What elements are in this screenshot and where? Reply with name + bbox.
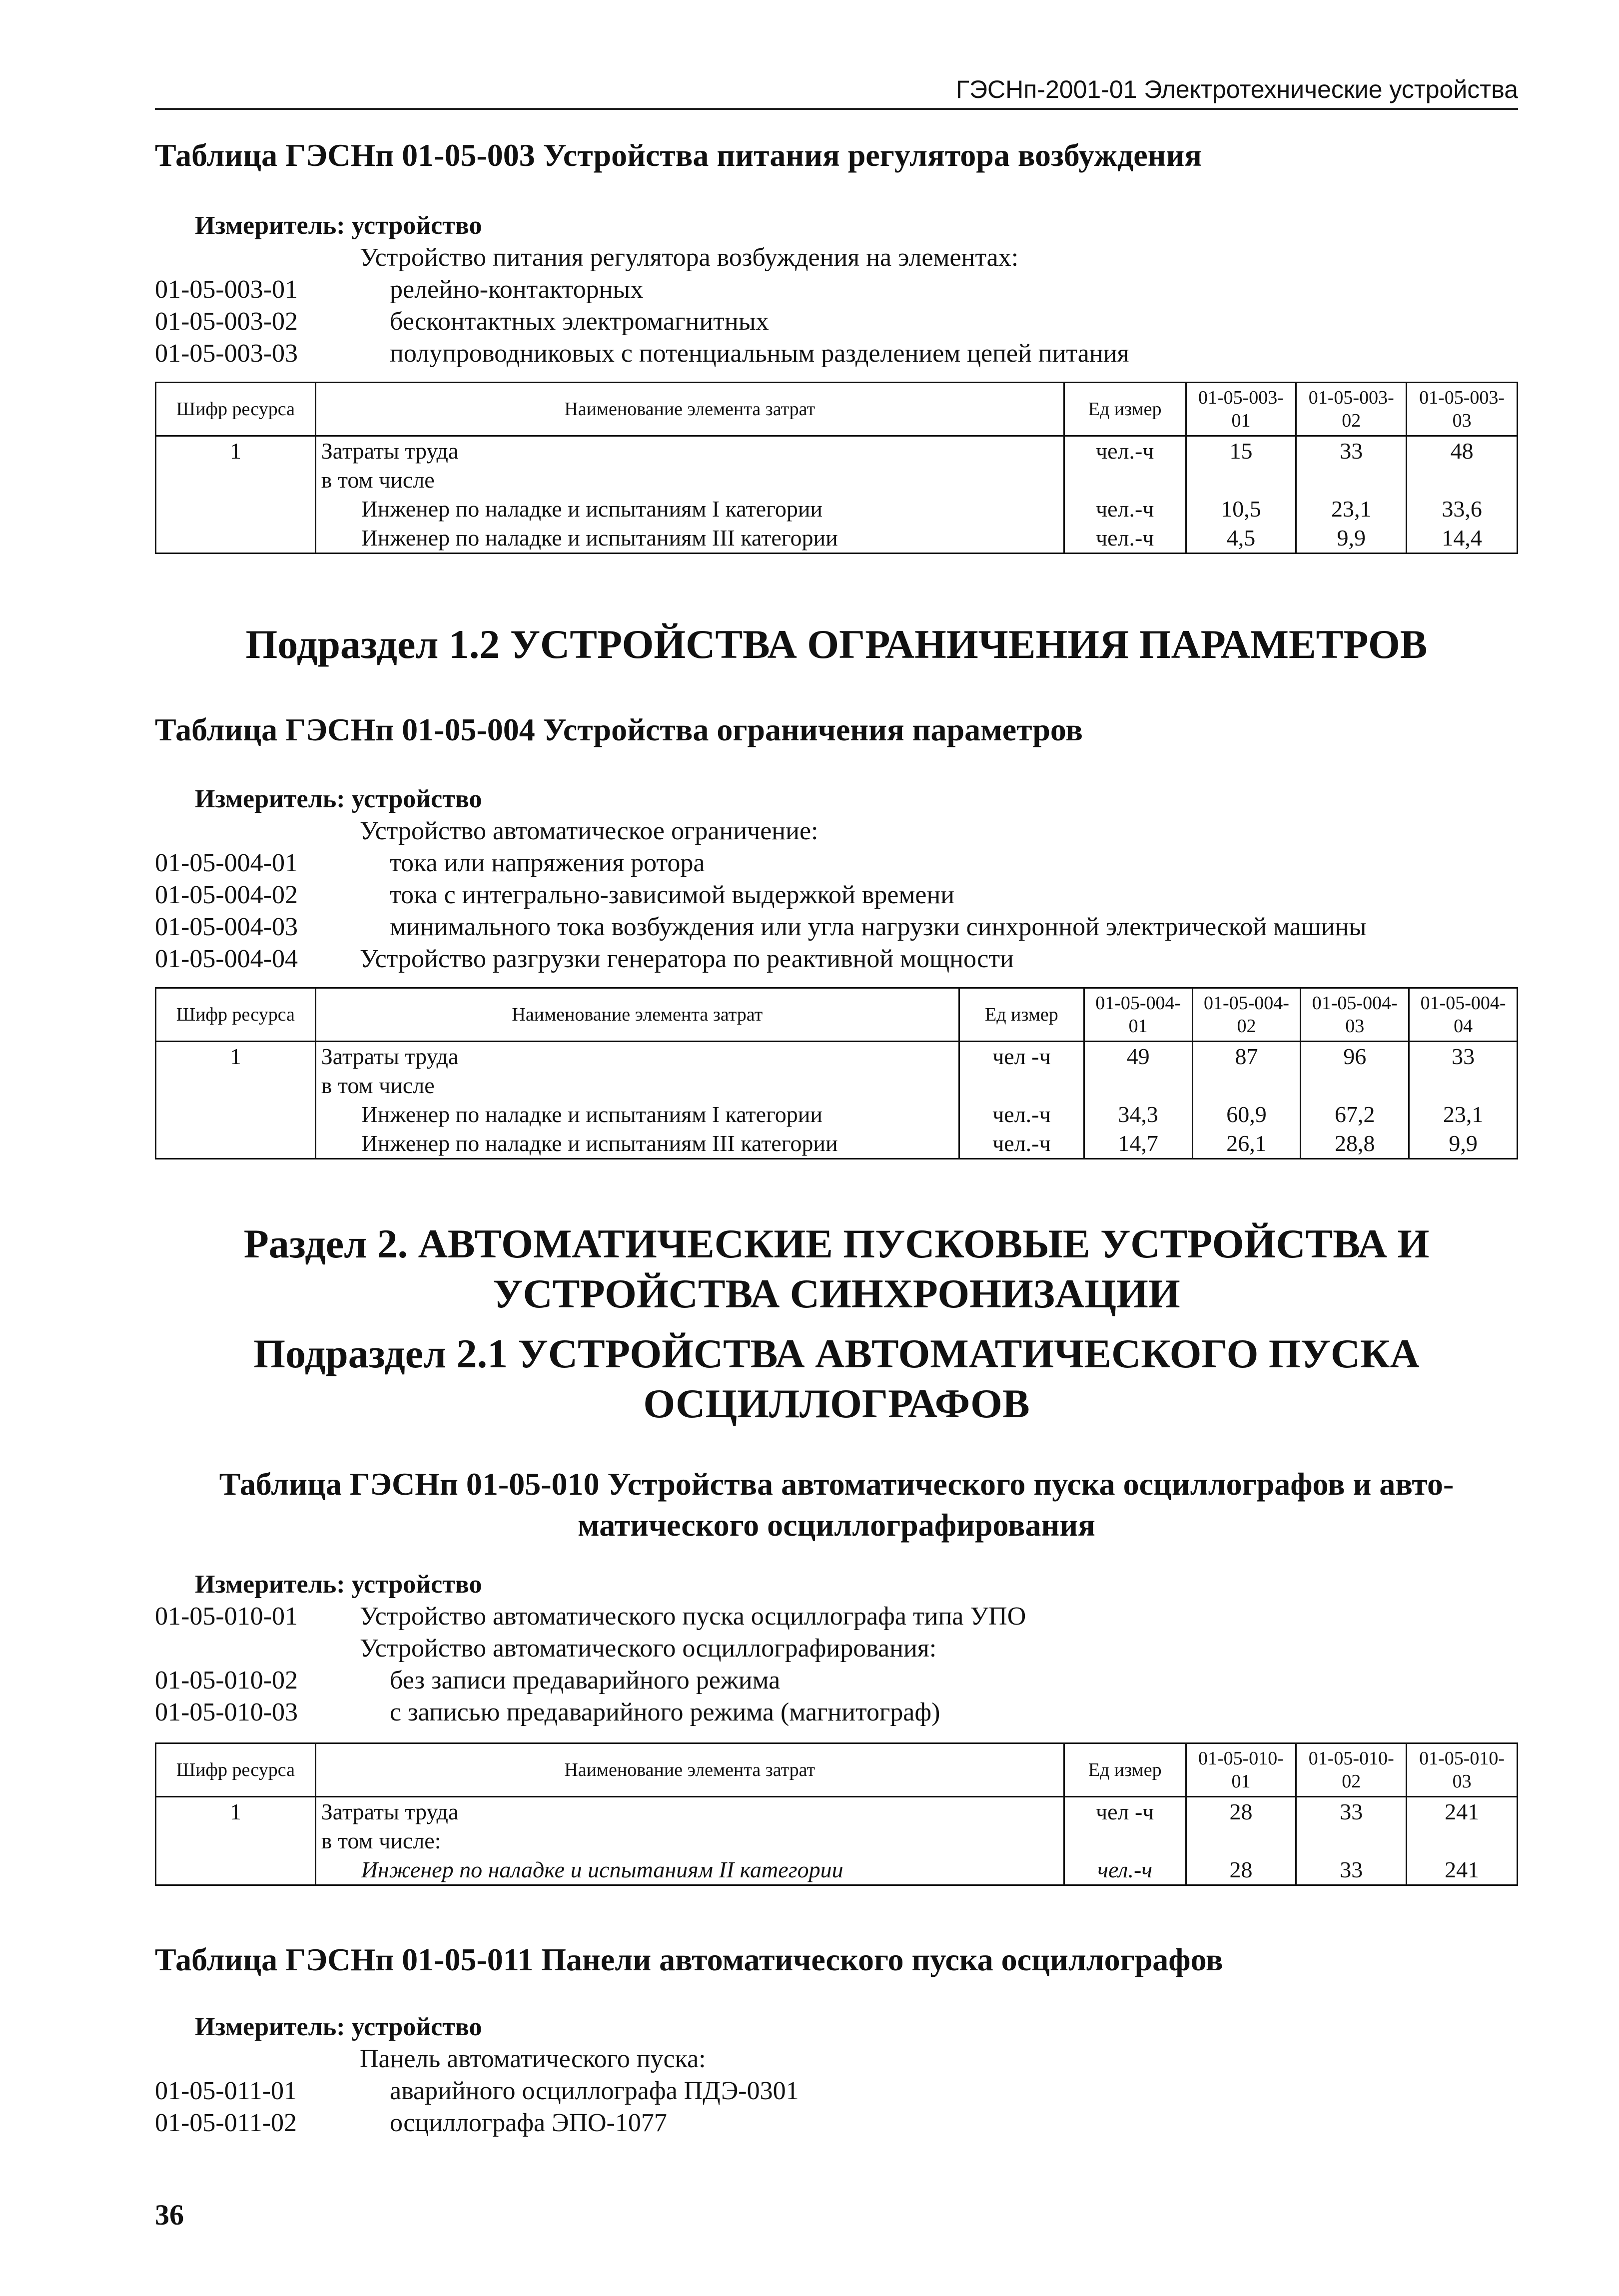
list-item: 01-05-010-01 Устройство автоматического пуска осциллографа типа УПО — [155, 1602, 1026, 1631]
measure-value: устройство — [351, 211, 482, 240]
list-item: 01-05-004-02 тока с интегрально-зависимой выдержкой времени — [155, 881, 955, 909]
table-header-row: Шифр ресурса Наименование элемента затрат Ед измер 01-05-010-01 01-05-010-02 01-05-010-03 — [156, 1743, 1518, 1797]
measure-value: устройство — [351, 2013, 482, 2041]
table-row: 1 Затраты труда в том числе: Инженер по наладке и испытаниям II категории чел -ч чел.-ч 28 28 33 33 241 241 — [156, 1797, 1518, 1885]
resource-table — [155, 1742, 1518, 1886]
table-title: Таблица ГЭСНп 01-05-003 Устройства питания регулятора возбуждения — [155, 137, 1202, 173]
measure-label: Измеритель: — [195, 1570, 345, 1599]
resource-table — [155, 382, 1518, 554]
measure-line — [155, 2011, 1518, 2043]
table-header-row: Шифр ресурса Наименование элемента затрат Ед измер 01-05-004-01 01-05-004-02 01-05-004-03 01-05-004-04 — [156, 988, 1518, 1042]
measure-label: Измеритель: — [195, 211, 345, 240]
subsection-title: Подраздел 2.1 УСТРОЙСТВА АВТОМАТИЧЕСКОГО ПУСКА ОСЦИЛЛОГРАФОВ — [253, 1331, 1420, 1426]
measure-line — [155, 1569, 1518, 1601]
table-title: Таблица ГЭСНп 01-05-011 Панели автоматического пуска осциллографов — [155, 1942, 1223, 1977]
list-item: 01-05-011-01 аварийного осциллографа ПДЭ-0301 — [155, 2077, 799, 2105]
table-title: Таблица ГЭСНп 01-05-004 Устройства ограничения параметров — [155, 712, 1083, 747]
list-intro: Панель автоматического пуска: — [360, 2045, 706, 2073]
list-intro: Устройство автоматическое ограничение: — [360, 817, 818, 845]
list-item: 01-05-010-02 без записи предаварийного режима — [155, 1666, 781, 1695]
list-item: 01-05-003-02 бесконтактных электромагнитных — [155, 307, 769, 336]
measure-label: Измеритель: — [195, 2013, 345, 2041]
list-item: 01-05-004-03 минимального тока возбуждения или угла нагрузки синхронной электрической машины — [155, 913, 1367, 941]
list-item: 01-05-004-04 Устройство разгрузки генератора по реактивной мощности — [155, 945, 1014, 973]
measure-line — [155, 783, 1518, 815]
resource-table — [155, 987, 1518, 1159]
list-item: 01-05-003-03 полупроводниковых с потенциальным разделением цепей питания — [155, 339, 1129, 368]
list-item: 01-05-003-01 релейно-контакторных — [155, 275, 644, 304]
section-title: Раздел 2. АВТОМАТИЧЕСКИЕ ПУСКОВЫЕ УСТРОЙСТВА И УСТРОЙСТВА СИНХРОНИЗАЦИИ — [243, 1221, 1430, 1316]
measure-value: устройство — [351, 1570, 482, 1599]
page-number: 36 — [155, 2199, 184, 2231]
list-item: 01-05-011-02 осциллографа ЭПО-1077 — [155, 2109, 667, 2137]
table-row: 1 Затраты труда в том числе Инженер по наладке и испытаниям I категории Инженер по наладке и испытаниям III категории чел.-ч чел.-ч чел.-ч 15 10,5 4,5 33 23,1 9,9 48 33,6 14,4 — [156, 436, 1518, 554]
running-header: ГЭСНп-2001-01 Электротехнические устройства — [155, 75, 1518, 110]
table-row: 1 Затраты труда в том числе Инженер по наладке и испытаниям I категории Инженер по наладке и испытаниям III категории чел -ч чел.-ч чел.-ч 49 34,3 14,7 87 60,9 26,1 96 67,2 28,8 33 23,1 9,9 — [156, 1042, 1518, 1159]
list-item: 01-05-004-01 тока или напряжения ротора — [155, 849, 705, 877]
measure-value: устройство — [351, 785, 482, 813]
subsection-title: Подраздел 1.2 УСТРОЙСТВА ОГРАНИЧЕНИЯ ПАРАМЕТРОВ — [245, 621, 1428, 667]
list-item: 01-05-010-03 с записью предаварийного режима (магнитограф) — [155, 1698, 940, 1726]
measure-line — [155, 210, 1518, 242]
list-intro: Устройство питания регулятора возбуждения на элементах: — [360, 243, 1019, 272]
list-intro: Устройство автоматического осциллографирования: — [360, 1634, 937, 1663]
measure-label: Измеритель: — [195, 785, 345, 813]
table-header-row: Шифр ресурса Наименование элемента затрат Ед измер 01-05-003-01 01-05-003-02 01-05-003-03 — [156, 383, 1518, 436]
table-title: Таблица ГЭСНп 01-05-010 Устройства автоматического пуска осциллографов и авто- матического осциллографирования — [219, 1466, 1454, 1543]
